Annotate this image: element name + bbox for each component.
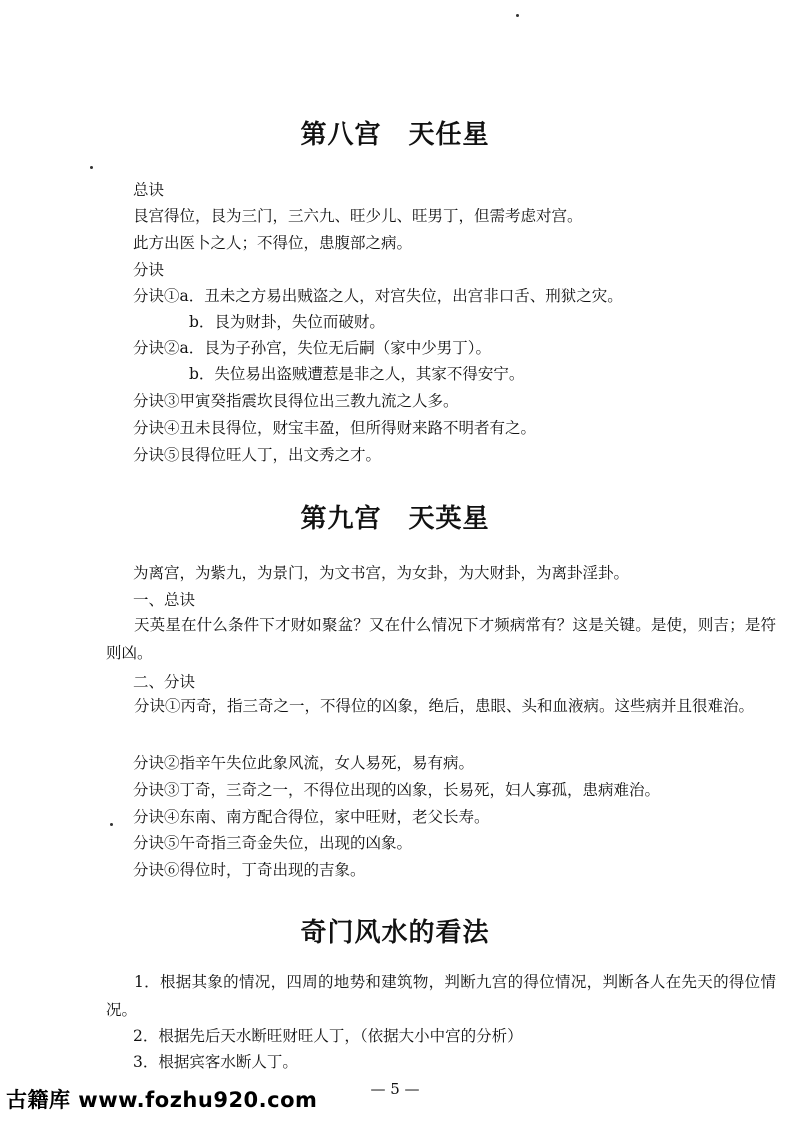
fengshui-item-1: 1．根据其象的情况，四周的地势和建筑物，判断九宫的得位情况，判断各人在先天的得位情况。: [106, 973, 776, 1019]
section8-line-9: 分诀④丑未艮得位，财宝丰盈，但所得财来路不明者有之。: [133, 419, 537, 437]
fengshui-title: 奇门风水的看法: [300, 918, 490, 948]
section9-title: 第九宫 天英星: [300, 504, 490, 534]
site-watermark: 古籍库 www.fozhu920.com: [6, 1088, 318, 1112]
scan-speck: [516, 14, 519, 17]
section9-line-4: 分诀⑥得位时，丁奇出现的吉象。: [133, 861, 366, 879]
section9-fenjue-label: 二、分诀: [133, 673, 196, 691]
section9-zongjue-text: 天英星在什么条件下才财如聚盆？又在什么情况下才频病常有？这是关键。是使，则吉；是符则凶。: [106, 616, 776, 662]
section8-line-6: 分诀②a．艮为子孙宫，失位无后嗣（家中少男丁）。: [133, 339, 491, 357]
section9-line-0: 分诀②指辛午失位此象风流，女人易死，易有病。: [133, 754, 475, 772]
section8-line-4: 分诀①a．丑未之方易出贼盗之人，对宫失位，出宫非口舌、刑狱之灾。: [133, 287, 623, 305]
page-number: — 5 —: [370, 1080, 420, 1098]
section8-title: 第八宫 天任星: [300, 120, 490, 150]
section8-line-3: 分诀: [133, 261, 165, 279]
fengshui-item-3: 3．根据宾客水断人丁。: [133, 1053, 298, 1071]
section8-line-5: b．艮为财卦，失位而破财。: [189, 313, 385, 331]
section9-line-1: 分诀③丁奇，三奇之一，不得位出现的凶象，长易死，妇人寡孤，患病难治。: [133, 781, 661, 799]
scan-speck: [90, 166, 93, 169]
scan-speck: [110, 823, 113, 826]
fengshui-item-2: 2．根据先后天水断旺财旺人丁，（依据大小中宫的分析）: [133, 1027, 523, 1045]
section9-line-3: 分诀⑤午奇指三奇金失位，出现的凶象。: [133, 834, 413, 852]
section8-line-1: 艮宫得位，艮为三门，三六九、旺少儿、旺男丁，但需考虑对宫。: [133, 207, 583, 225]
section8-line-10: 分诀⑤艮得位旺人丁，出文秀之才。: [133, 446, 382, 464]
section9-fenjue-1: 分诀①丙奇，指三奇之一，不得位的凶象，绝后，患眼、头和血液病。这些病并且很难治。: [134, 697, 755, 715]
section8-line-8: 分诀③甲寅癸指震坎艮得位出三教九流之人多。: [133, 392, 459, 410]
section9-line-2: 分诀④东南、南方配合得位，家中旺财，老父长寿。: [133, 808, 490, 826]
section9-zongjue-label: 一、总诀: [133, 591, 196, 609]
section8-line-2: 此方出医卜之人；不得位，患腹部之病。: [133, 234, 413, 252]
section9-intro: 为离宫，为紫九，为景门，为文书宫，为女卦，为大财卦，为离卦淫卦。: [133, 564, 630, 582]
section8-line-0: 总诀: [133, 181, 165, 199]
section8-line-7: b．失位易出盗贼遭惹是非之人，其家不得安宁。: [189, 365, 525, 383]
